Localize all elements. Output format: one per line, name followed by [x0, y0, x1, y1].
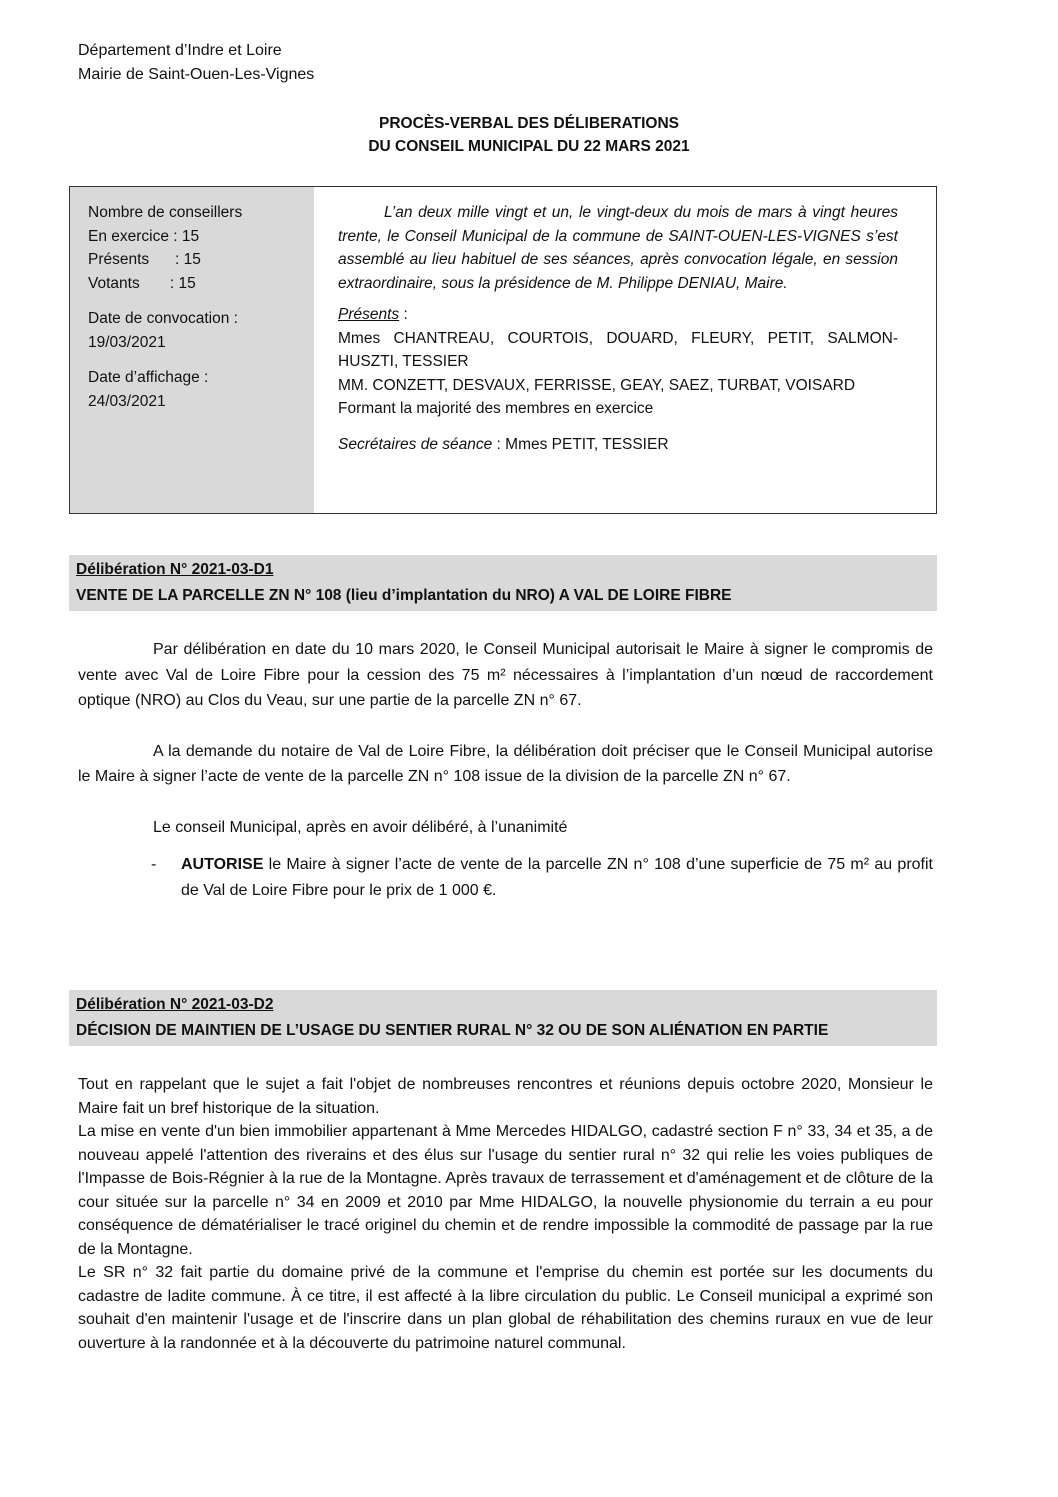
- deliberation-2-title: DÉCISION DE MAINTIEN DE L’USAGE DU SENTIER RURAL N° 32 OU DE SON ALIÉNATION EN PARTIE: [76, 1022, 829, 1039]
- secretaires-value: : Mmes PETIT, TESSIER: [492, 435, 669, 453]
- deliberation-1-number: Délibération N° 2021-03-D1: [76, 561, 274, 578]
- presents-heading: [338, 303, 898, 327]
- document-header: [78, 39, 314, 87]
- presents-colon: :: [399, 306, 408, 323]
- deliberation-1-body: [78, 637, 933, 903]
- deliberation-2-paragraph-2: La mise en vente d'un bien immobilier appartenant à Mme Mercedes HIDALGO, cadastré section F n° 33, 34 et 35, a de nouveau appelé l'attention des riverains et des élus sur l'usage du sentier rural n° 32 qui relie les voies publiques de l'Impasse de Bois-Régnier à la rue de la Montagne. Après travaux de terrassement et d'aménagement et de clôture de la cour située sur la parcelle n° 34 en 2009 et 2010 par Mme HIDALGO, la nouvelle physionomie du terrain a eu pour conséquence de dématérialiser le tracé originel du chemin et de rendre impossible la commodité de passage par la rue de la Montagne.: [78, 1123, 933, 1258]
- affichage-date: 24/03/2021: [88, 392, 166, 410]
- deliberation-2-paragraph-3: Le SR n° 32 fait partie du domaine privé de la commune et l'emprise du chemin est portée sur les documents du cadastre de ladite commune. À ce titre, il est affecté à la libre circulation du public. Le Conseil municipal a exprimé son souhait d'en maintenir l'usage et de l'inscrire dans un plan global de réhabilitation des chemins ruraux en vue de leur ouverture à la randonnée et à la découverte du patrimoine naturel communal.: [78, 1264, 933, 1352]
- autorise-text: le Maire à signer l’acte de vente de la parcelle ZN n° 108 d’une superficie de 75 m² au profit de Val de Loire Fibre pour le prix de 1 000 €.: [181, 856, 933, 899]
- deliberation-2-body: [78, 1073, 933, 1355]
- title-line-1: PROCÈS-VERBAL DES DÉLIBERATIONS: [379, 115, 679, 132]
- deliberation-1-heading: [69, 555, 937, 611]
- mm-list: MM. CONZETT, DESVAUX, FERRISSE, GEAY, SAEZ, TURBAT, VOISARD: [338, 376, 856, 394]
- conseillers-title: Nombre de conseillers: [88, 204, 243, 221]
- autorise-keyword: AUTORISE: [181, 856, 264, 873]
- autorise-bullet: [78, 852, 933, 903]
- affichage-label: Date d’affichage :: [88, 369, 209, 386]
- title-line-2: DU CONSEIL MUNICIPAL DU 22 MARS 2021: [368, 138, 690, 155]
- deliberation-1-paragraph-2: A la demande du notaire de Val de Loire Fibre, la délibération doit préciser que le Conseil Municipal autorise le Maire à signer l’acte de vente de la parcelle ZN n° 108 issue de la division de la parcelle ZN n° 67.: [78, 742, 933, 785]
- deliberation-1-paragraph-3: Le conseil Municipal, après en avoir délibéré, à l’unanimité: [153, 818, 568, 836]
- mairie-line: Mairie de Saint-Ouen-Les-Vignes: [78, 66, 315, 83]
- session-details: [338, 201, 898, 456]
- secretaires-line: [338, 433, 898, 457]
- department-line: Département d’Indre et Loire: [78, 42, 282, 59]
- deliberation-2-paragraph-1: Tout en rappelant que le sujet a fait l'objet de nombreuses rencontres et réunions depuis octobre 2020, Monsieur le Maire fait un bref historique de la situation.: [78, 1076, 933, 1117]
- council-counts-panel: [70, 187, 314, 513]
- votants-count: Votants : 15: [88, 274, 196, 292]
- presents-label: Présents: [338, 306, 400, 323]
- bullet-dash: -: [151, 856, 157, 873]
- document-title: [0, 112, 1058, 158]
- majorite-line: Formant la majorité des membres en exercice: [338, 400, 654, 417]
- deliberation-2-heading: [69, 990, 937, 1046]
- session-info-box: [69, 186, 937, 514]
- mmes-list: Mmes CHANTREAU, COURTOIS, DOUARD, FLEURY, PETIT, SALMON-HUSZTI, TESSIER: [338, 329, 898, 370]
- convocation-label: Date de convocation :: [88, 310, 238, 327]
- convocation-date: 19/03/2021: [88, 333, 166, 351]
- secretaires-label: Secrétaires de séance: [338, 435, 493, 453]
- deliberation-1-paragraph-1: Par délibération en date du 10 mars 2020, le Conseil Municipal autorisait le Maire à signer le compromis de vente avec Val de Loire Fibre pour la cession des 75 m² nécessaires à l’implantation d’un nœud de raccordement optique (NRO) au Clos du Veau, sur une partie de la parcelle ZN n° 67.: [78, 641, 933, 709]
- en-exercice-count: En exercice : 15: [88, 227, 200, 245]
- deliberation-2-number: Délibération N° 2021-03-D2: [76, 996, 274, 1013]
- session-intro: L’an deux mille vingt et un, le vingt-deux du mois de mars à vingt heures trente, le Conseil Municipal de la commune de SAINT-OUEN-LES-VIGNES s’est assemblé au lieu habituel de ses séances, après convocation légale, en session extraordinaire, sous la présidence de M. Philippe DENIAU, Maire.: [338, 204, 898, 292]
- presents-count: Présents : 15: [88, 251, 201, 268]
- deliberation-1-title: VENTE DE LA PARCELLE ZN N° 108 (lieu d’implantation du NRO) A VAL DE LOIRE FIBRE: [76, 587, 732, 604]
